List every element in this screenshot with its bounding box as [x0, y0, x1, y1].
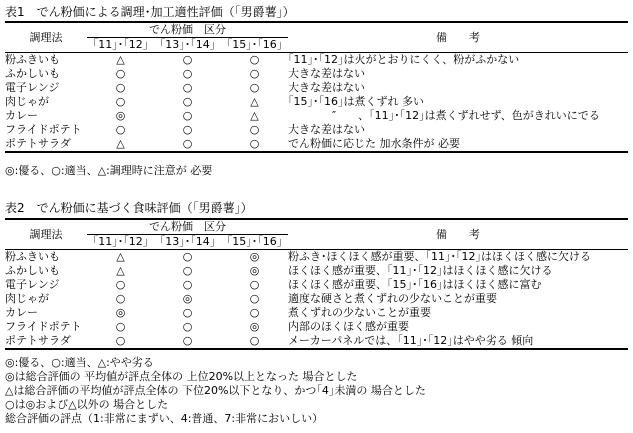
- remark-cell: 大きな差はない: [288, 123, 366, 136]
- rating-cell: △: [116, 250, 125, 263]
- rating-cell: ○: [249, 67, 260, 80]
- table2-note-4: ○は◎および△以外の 場合とした: [5, 398, 169, 411]
- rating-cell: ○: [182, 123, 193, 136]
- col-header-11-12: ｢11｣･｢12｣: [87, 235, 154, 250]
- table2-note-3: △は総合評価の平均値が評点全体の 下位20%以下となり、かつ｢4｣未満の 場合とした: [5, 384, 426, 397]
- rating-cell: ○: [115, 278, 126, 291]
- col-header-13-14: ｢13｣･｢14｣: [154, 38, 221, 53]
- table-row: [5, 250, 628, 265]
- rating-cell: ○: [115, 292, 126, 305]
- dish-cell: フライドポテト: [5, 320, 82, 333]
- remark-header: 備 考: [288, 219, 628, 250]
- rating-cell: ○: [182, 264, 193, 277]
- table-row: [5, 81, 628, 95]
- rating-cell: ○: [182, 278, 193, 291]
- rating-cell: ○: [249, 292, 260, 305]
- col-header-15-16: ｢15｣･｢16｣: [221, 38, 288, 53]
- rating-cell: ◎: [182, 292, 193, 305]
- rating-cell: ○: [249, 278, 260, 291]
- rating-cell: ○: [115, 320, 126, 333]
- remark-cell: 適度な硬さと煮くずれの少ないことが重要: [288, 292, 498, 305]
- table-row: [5, 95, 628, 109]
- remark-cell: ｢15｣･｢16｣は煮くずれ 多い: [288, 95, 425, 108]
- rating-cell: ○: [87, 334, 154, 349]
- remark-cell: ｢11｣･｢12｣は火がとおりにくく、粉がふかない: [288, 53, 520, 66]
- rating-cell: ○: [182, 95, 193, 108]
- rating-cell: ○: [182, 67, 193, 80]
- starch-group-header: でん粉価 区分: [87, 22, 288, 38]
- remark-cell: ″ 、｢11｣･｢12｣は煮くずれせず、色がきれいにでる: [288, 109, 600, 122]
- rating-cell: ○: [182, 250, 193, 263]
- rating-cell: ◎: [115, 109, 126, 122]
- remark-cell: ほくほく感が重要、｢11｣･｢12｣はほくほく感に欠ける: [288, 264, 553, 277]
- rating-cell: ○: [182, 53, 193, 66]
- rating-cell: ○: [115, 67, 126, 80]
- rating-cell: ◎: [249, 250, 260, 263]
- table-row: [5, 320, 628, 334]
- table-row: [5, 123, 628, 137]
- table-row: [5, 292, 628, 306]
- dish-cell: ポテトサラダ: [5, 334, 87, 349]
- rating-cell: ○: [221, 137, 288, 152]
- dish-cell: ふかしいも: [5, 67, 60, 80]
- table-row: [5, 53, 628, 68]
- remark-cell: 煮くずれの少ないことが重要: [288, 306, 432, 319]
- rating-cell: △: [116, 53, 125, 66]
- rating-cell: ○: [221, 334, 288, 349]
- table2: [5, 218, 628, 350]
- col-header-13-14: ｢13｣･｢14｣: [154, 235, 221, 250]
- rating-cell: ○: [182, 109, 193, 122]
- rating-cell: ○: [115, 95, 126, 108]
- table-row: [5, 264, 628, 278]
- table-row: [5, 334, 628, 349]
- rating-cell: ○: [154, 137, 221, 152]
- rating-cell: ○: [154, 334, 221, 349]
- table2-note-5: 総合評価の評点（1:非常にまずい、4:普通、7:非常においしい）: [5, 412, 324, 425]
- dish-cell: カレー: [5, 306, 38, 319]
- dish-cell: ふかしいも: [5, 264, 60, 277]
- dish-cell: ポテトサラダ: [5, 137, 87, 152]
- rating-cell: ○: [182, 81, 193, 94]
- rating-cell: ○: [249, 123, 260, 136]
- table1: [5, 21, 628, 153]
- rating-cell: ◎: [249, 264, 260, 277]
- remark-cell: でん粉価に応じた 加水条件が 必要: [288, 137, 628, 152]
- col-header-15-16: ｢15｣･｢16｣: [221, 235, 288, 250]
- remark-cell: ほくほく感が重要、｢15｣･｢16｣はほくほく感に富む: [288, 278, 542, 291]
- table-row: [5, 306, 628, 320]
- table-row: [5, 67, 628, 81]
- table2-note-1: ◎:優る、○:適当、△:やや劣る: [5, 356, 154, 369]
- remark-cell: 粉ふき･ほくほく感が重要、｢11｣･｢12｣はほくほく感に欠ける: [288, 250, 592, 263]
- table2-note-2: ◎は総合評価の 平均値が評点全体の 上位20%以上となった 場合とした: [5, 370, 358, 383]
- table-row: [5, 109, 628, 123]
- remark-cell: メーカーパネルでは、｢11｣･｢12｣はやや劣る 傾向: [288, 334, 628, 349]
- rating-cell: ○: [115, 123, 126, 136]
- dish-cell: 電子レンジ: [5, 81, 60, 94]
- remark-header: 備 考: [288, 22, 628, 53]
- dish-cell: 肉じゃが: [5, 292, 49, 305]
- remark-cell: 内部のほくほく感が重要: [288, 320, 410, 333]
- dish-header: 調理法: [5, 22, 87, 53]
- table-row: [5, 137, 628, 152]
- rating-cell: ○: [249, 306, 260, 319]
- remark-cell: 大きな差はない: [288, 67, 366, 80]
- table-row: [5, 278, 628, 292]
- table1-legend: ◎:優る、○:適当、△:調理時に注意が 必要: [5, 164, 213, 177]
- col-header-11-12: ｢11｣･｢12｣: [87, 38, 154, 53]
- table2-title: 表2 でん粉価に基づく食味評価（｢男爵薯｣）: [5, 201, 253, 215]
- dish-cell: 電子レンジ: [5, 278, 60, 291]
- starch-group-header: でん粉価 区分: [87, 219, 288, 235]
- dish-cell: 粉ふきいも: [5, 250, 60, 263]
- remark-cell: 大きな差はない: [288, 81, 366, 94]
- dish-cell: カレー: [5, 109, 38, 122]
- rating-cell: ◎: [115, 306, 126, 319]
- rating-cell: △: [250, 109, 259, 122]
- rating-cell: ◎: [249, 320, 260, 333]
- dish-cell: 粉ふきいも: [5, 53, 60, 66]
- rating-cell: ○: [249, 53, 260, 66]
- rating-cell: ○: [182, 306, 193, 319]
- rating-cell: △: [116, 264, 125, 277]
- rating-cell: △: [87, 137, 154, 152]
- dish-header: 調理法: [5, 219, 87, 250]
- table1-title: 表1 でん粉価による調理･加工適性評価（｢男爵薯｣）: [5, 5, 295, 19]
- rating-cell: ○: [182, 320, 193, 333]
- rating-cell: ○: [115, 81, 126, 94]
- dish-cell: 肉じゃが: [5, 95, 49, 108]
- rating-cell: ○: [249, 81, 260, 94]
- dish-cell: フライドポテト: [5, 123, 82, 136]
- rating-cell: △: [250, 95, 259, 108]
